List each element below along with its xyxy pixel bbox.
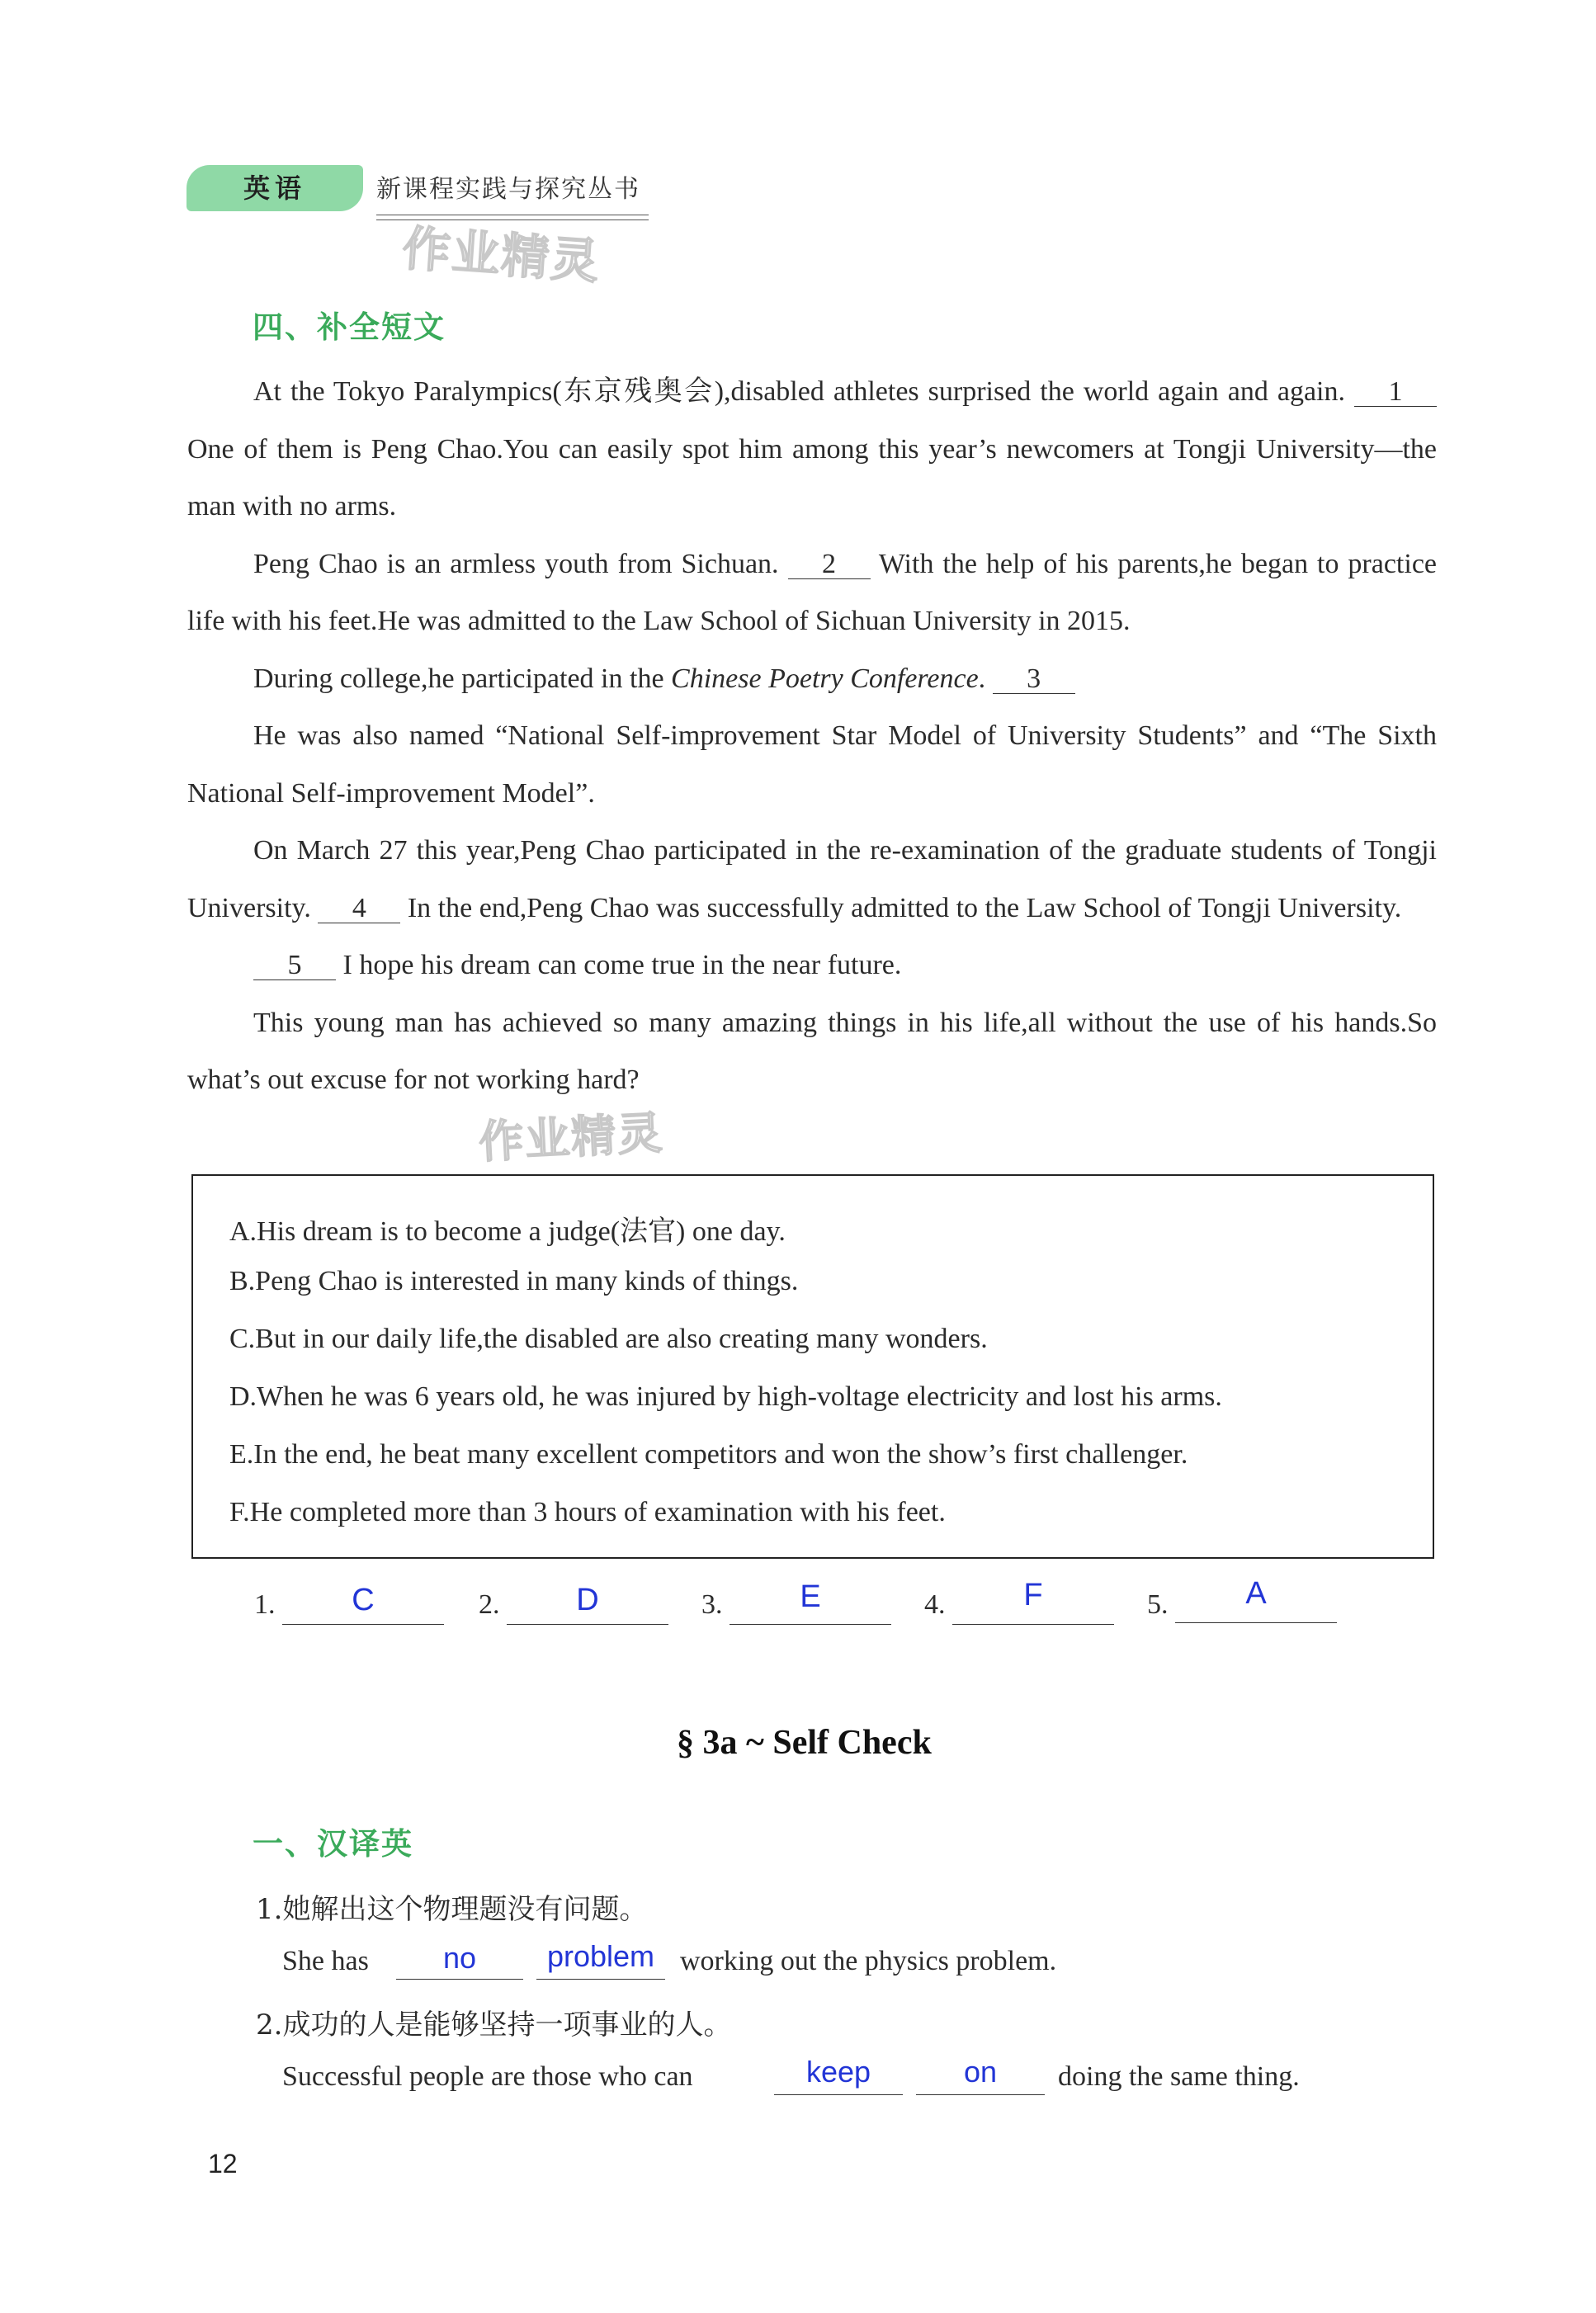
reading-heading: 四、补全短文 — [253, 309, 446, 345]
answer-1-line — [282, 1624, 444, 1625]
answer-1-number: 1. — [254, 1589, 276, 1620]
watermark-top: 作业精灵 — [400, 219, 602, 290]
blank-3: 3 — [993, 665, 1075, 694]
paragraph-7: This young man has achieved so many amazing things in his life,all without the use of his hands.So what’s out excuse for not working hard? — [187, 1007, 1437, 1095]
translation-heading: 一、汉译英 — [253, 1826, 413, 1862]
answer-4-letter[interactable]: F — [1023, 1578, 1043, 1612]
answer-5-line — [1175, 1622, 1337, 1623]
answer-2-letter[interactable]: D — [576, 1583, 599, 1617]
paragraph-3: During college,he participated in the Chinese Poetry Conference. 3 — [187, 650, 1437, 708]
paragraph-6: 5 I hope his dream can come true in the near future. — [187, 937, 1437, 994]
question-2-blank-2-line — [916, 2094, 1045, 2095]
option-a: A.His dream is to become a judge(法官) one day. — [229, 1216, 786, 1247]
question-1-blank-1-line — [396, 1979, 523, 1980]
question-2-blank-1[interactable]: keep — [805, 2055, 871, 2089]
blank-4: 4 — [318, 895, 400, 923]
blank-2: 2 — [788, 550, 871, 579]
reading-passage — [187, 363, 1437, 1109]
answer-3-number: 3. — [701, 1589, 723, 1620]
answer-2-line — [507, 1624, 668, 1625]
answer-5-number: 5. — [1147, 1589, 1169, 1620]
answer-3-line — [730, 1624, 891, 1625]
blank-1: 1 — [1354, 378, 1437, 407]
subject-label: 英语 — [243, 172, 306, 204]
option-e: E.In the end, he beat many excellent competitors and won the show’s first challenger. — [229, 1439, 1188, 1470]
paragraph-2: Peng Chao is an armless youth from Sichuan. 2 With the help of his parents,he began to practice life with his feet.He was admitted to the Law School of Sichuan University in 2015. — [187, 548, 1438, 636]
blank-5: 5 — [253, 951, 336, 980]
question-2-start: Successful people are those who can — [282, 2061, 693, 2092]
paragraph-4: He was also named “National Self-improvement Star Model of University Students” and “The Sixth National Self-improvement Model”. — [187, 720, 1437, 809]
question-1-blank-2[interactable]: problem — [546, 1939, 655, 1973]
question-1-end: working out the physics problem. — [680, 1946, 1057, 1976]
paragraph-1: At the Tokyo Paralympics(东京残奥会),disabled athletes surprised the world again and again. 1 One of them is Peng Chao.You can easily spot him among this year’s newcomers at Tongji University—the man with no arms. — [187, 376, 1437, 522]
page-number: 12 — [208, 2149, 238, 2178]
question-2-chinese: 2.成功的人是能够坚持一项事业的人。 — [256, 2009, 732, 2042]
answer-1-letter[interactable]: C — [352, 1583, 375, 1617]
question-2-end: doing the same thing. — [1058, 2061, 1300, 2092]
question-2-blank-1-line — [774, 2094, 903, 2095]
answer-4-number: 4. — [924, 1589, 946, 1620]
question-1-start: She has — [282, 1946, 369, 1976]
paragraph-5: On March 27 this year,Peng Chao participated in the re-examination of the graduate students of Tongji University. 4 In the end,Peng Chao was successfully admitted to the Law School of Tongji University. — [187, 835, 1437, 923]
question-1-blank-1[interactable]: no — [442, 1941, 477, 1975]
self-check-title: § 3a ~ Self Check — [677, 1724, 932, 1762]
series-title: 新课程实践与探究丛书 — [376, 175, 640, 204]
question-1-blank-2-line — [536, 1979, 665, 1980]
answer-2-number: 2. — [479, 1589, 500, 1620]
option-c: C.But in our daily life,the disabled are also creating many wonders. — [229, 1324, 988, 1354]
option-b: B.Peng Chao is interested in many kinds of things. — [229, 1266, 799, 1296]
answer-5-letter[interactable]: A — [1245, 1576, 1267, 1611]
question-1-chinese: 1.她解出这个物理题没有问题。 — [256, 1893, 648, 1926]
question-2-blank-2[interactable]: on — [963, 2055, 998, 2089]
option-d: D.When he was 6 years old, he was injured by high-voltage electricity and lost his arms. — [229, 1381, 1222, 1412]
watermark-middle: 作业精灵 — [477, 1107, 665, 1168]
answer-4-line — [952, 1624, 1114, 1625]
option-f: F.He completed more than 3 hours of examination with his feet. — [229, 1497, 946, 1527]
answer-3-letter[interactable]: E — [800, 1579, 821, 1614]
